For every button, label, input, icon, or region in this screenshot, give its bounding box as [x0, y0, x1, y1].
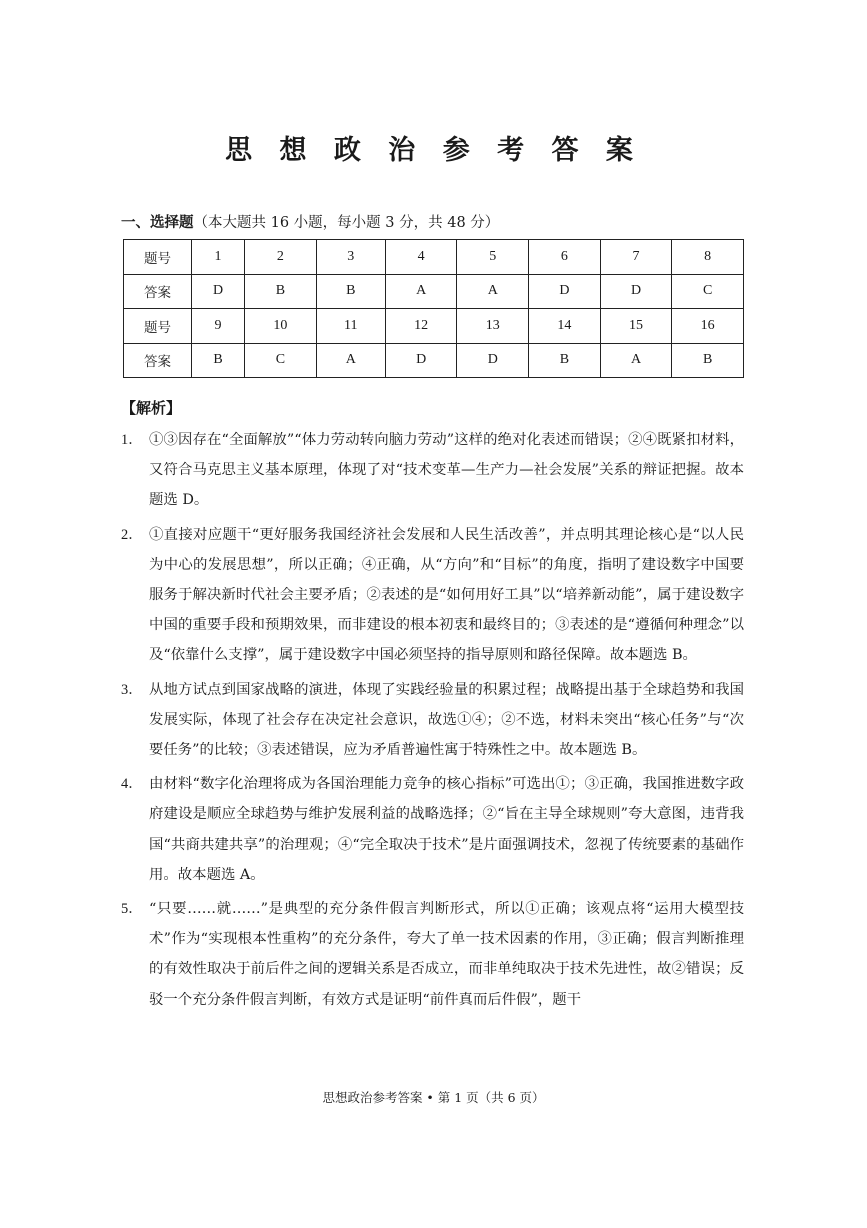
question-number: 2 [245, 240, 317, 275]
row-label-question: 题号 [124, 309, 192, 344]
list-item [121, 894, 744, 1015]
answer-cell: B [529, 343, 601, 378]
table-row [124, 274, 744, 309]
question-number: 6 [529, 240, 601, 275]
table-row [124, 309, 744, 344]
answer-cell: A [457, 274, 529, 309]
question-number: 10 [245, 309, 317, 344]
row-label-question: 题号 [124, 240, 192, 275]
analysis-list [121, 425, 744, 1019]
answer-cell: A [316, 343, 385, 378]
list-item [121, 520, 744, 671]
answer-table [123, 239, 744, 378]
table-row [124, 343, 744, 378]
answer-cell: D [192, 274, 245, 309]
answer-cell: A [385, 274, 457, 309]
question-number: 13 [457, 309, 529, 344]
row-label-answer: 答案 [124, 343, 192, 378]
item-text: ①直接对应题干“更好服务我国经济社会发展和人民生活改善”，并点明其理论核心是“以人民为中心的发展思想”，所以正确；④正确，从“方向”和“目标”的角度，指明了建设数字中国要服务于解决新时代社会主要矛盾；②表述的是“如何用好工具”以“培养新动能”，属于建设数字中国的重要手段和预期效果，而非建设的根本初衷和最终目的；③表述的是“遵循何种理念”以及“依靠什么支撑”，属于建设数字中国必须坚持的指导原则和路径保障。故本题选 B。 [149, 526, 744, 664]
item-number: 3． [121, 681, 143, 698]
question-number: 15 [600, 309, 672, 344]
item-text: 由材料“数字化治理将成为各国治理能力竞争的核心指标”可选出①；③正确，我国推进数字政府建设是顺应全球趋势与维护发展利益的战略选择；②“旨在主导全球规则”夸大意图，违背我国“共商共建共享”的治理观；④“完全取决于技术”是片面强调技术，忽视了传统要素的基础作用。故本题选 A。 [149, 776, 744, 883]
row-label-answer: 答案 [124, 274, 192, 309]
question-number: 9 [192, 309, 245, 344]
table-row [124, 240, 744, 275]
answer-cell: B [245, 274, 317, 309]
answer-cell: C [245, 343, 317, 378]
question-number: 14 [529, 309, 601, 344]
item-number: 2． [121, 526, 143, 543]
section-heading [121, 211, 499, 232]
answer-cell: B [316, 274, 385, 309]
section-note: （本大题共 16 小题，每小题 3 分，共 48 分） [193, 215, 500, 231]
analysis-heading: 【解析】 [121, 399, 182, 417]
list-item [121, 675, 744, 766]
question-number: 8 [672, 240, 744, 275]
item-number: 4． [121, 776, 143, 793]
list-item [121, 425, 744, 516]
question-number: 5 [457, 240, 529, 275]
question-number: 12 [385, 309, 457, 344]
item-text: “只要……就……”是典型的充分条件假言判断形式，所以①正确；该观点将“运用大模型技术”作为“实现根本性重构”的充分条件，夸大了单一技术因素的作用，③正确；假言判断推理的有效性取决于前后件之间的逻辑关系是否成立，而非单纯取决于技术先进性，故②错误；反驳一个充分条件假言判断，有效方式是证明“前件真而后件假”，题干 [149, 901, 744, 1008]
answer-cell: A [600, 343, 672, 378]
item-number: 1． [121, 432, 143, 448]
question-number: 3 [316, 240, 385, 275]
answer-cell: D [385, 343, 457, 378]
answer-cell: D [529, 274, 601, 309]
question-number: 16 [672, 309, 744, 344]
answer-cell: B [192, 343, 245, 378]
page-title: 思 想 政 治 参 考 答 案 [225, 135, 642, 166]
question-number: 11 [316, 309, 385, 344]
list-item [121, 769, 744, 890]
item-text: ①③因存在“全面解放”“体力劳动转向脑力劳动”这样的绝对化表述而错误；②④既紧扣材料，又符合马克思主义基本原理，体现了对“技术变革—生产力—社会发展”关系的辩证把握。故本题选 D。 [149, 432, 744, 509]
question-number: 1 [192, 240, 245, 275]
answer-cell: B [672, 343, 744, 378]
question-number: 4 [385, 240, 457, 275]
item-text: 从地方试点到国家战略的演进，体现了实践经验量的积累过程；战略提出基于全球趋势和我国发展实际，体现了社会存在决定社会意识，故选①④；②不选，材料未突出“核心任务”与“次要任务”的比较；③表述错误，应为矛盾普遍性寓于特殊性之中。故本题选 B。 [149, 681, 744, 759]
section-label: 一、选择题 [121, 215, 194, 231]
question-number: 7 [600, 240, 672, 275]
answer-cell: C [672, 274, 744, 309]
answer-cell: D [457, 343, 529, 378]
item-number: 5． [121, 901, 143, 918]
page-footer: 思想政治参考答案 • 第 1 页（共 6 页） [322, 1090, 545, 1105]
answer-cell: D [600, 274, 672, 309]
